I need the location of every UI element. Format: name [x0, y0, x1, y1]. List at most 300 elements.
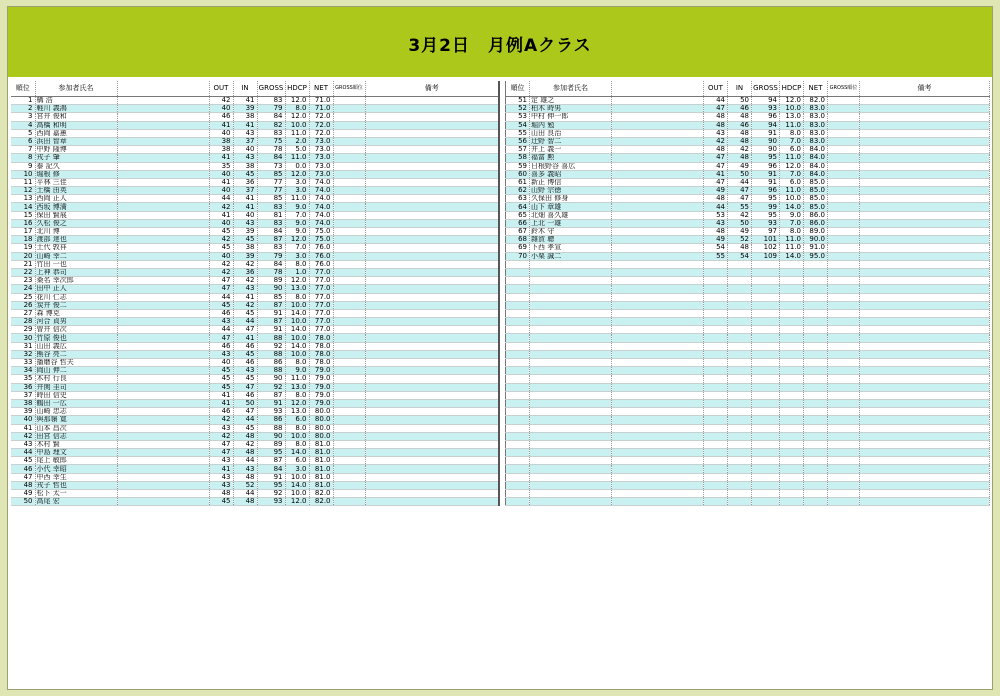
cell-remarks: [365, 162, 499, 170]
cell-blank: [612, 490, 704, 498]
header-name: 参加者氏名: [35, 81, 117, 97]
cell-in: 47: [233, 383, 257, 391]
cell-gross: [752, 367, 780, 375]
cell-blank: [117, 268, 209, 276]
cell-hdcp: 10.0: [285, 490, 309, 498]
cell-remarks: [365, 465, 499, 473]
cell-rank: 9: [11, 162, 35, 170]
cell-remarks: [860, 432, 990, 440]
cell-name: 保田 賢展: [35, 211, 117, 219]
cell-net: 71.0: [309, 105, 333, 113]
cell-name: 山本 昌次: [35, 424, 117, 432]
cell-rank: 48: [11, 481, 35, 489]
cell-rank: [506, 260, 530, 268]
cell-hdcp: [780, 498, 804, 506]
results-body-left: [11, 97, 499, 506]
cell-remarks: [860, 260, 990, 268]
cell-remarks: [365, 359, 499, 367]
cell-remarks: [365, 105, 499, 113]
cell-rank: 61: [506, 178, 530, 186]
cell-in: [728, 465, 752, 473]
cell-hdcp: 11.0: [780, 244, 804, 252]
table-row: [11, 301, 499, 309]
cell-rank: 6: [11, 137, 35, 145]
cell-out: [704, 408, 728, 416]
cell-net: 81.0: [309, 440, 333, 448]
cell-hdcp: 14.0: [285, 481, 309, 489]
cell-in: 54: [728, 252, 752, 260]
cell-net: 79.0: [309, 391, 333, 399]
cell-out: [704, 457, 728, 465]
cell-in: 48: [728, 137, 752, 145]
cell-in: 52: [233, 481, 257, 489]
table-row: [11, 383, 499, 391]
table-row: [506, 383, 990, 391]
cell-gross-rank: [828, 236, 860, 244]
table-row: [11, 326, 499, 334]
cell-rank: 32: [11, 350, 35, 358]
cell-gross-rank: [333, 137, 365, 145]
cell-blank: [117, 350, 209, 358]
cell-hdcp: 7.0: [285, 244, 309, 252]
sheet-frame: [7, 6, 993, 690]
cell-rank: [506, 498, 530, 506]
cell-in: 49: [728, 162, 752, 170]
cell-net: 81.0: [309, 465, 333, 473]
cell-remarks: [365, 391, 499, 399]
cell-hdcp: [780, 326, 804, 334]
cell-gross: 88: [257, 350, 285, 358]
cell-remarks: [860, 457, 990, 465]
cell-gross: 85: [257, 170, 285, 178]
cell-out: 40: [209, 105, 233, 113]
cell-hdcp: 3.0: [285, 187, 309, 195]
cell-rank: 25: [11, 293, 35, 301]
cell-blank: [612, 318, 704, 326]
cell-in: [728, 309, 752, 317]
cell-hdcp: 10.0: [285, 334, 309, 342]
cell-name: 桑名 幸次郎: [35, 277, 117, 285]
cell-out: 42: [209, 236, 233, 244]
cell-remarks: [860, 424, 990, 432]
cell-in: 45: [233, 375, 257, 383]
cell-remarks: [860, 162, 990, 170]
cell-rank: [506, 268, 530, 276]
cell-gross: 95: [752, 195, 780, 203]
cell-out: 41: [209, 121, 233, 129]
cell-out: 48: [704, 121, 728, 129]
cell-out: 42: [209, 432, 233, 440]
cell-gross: [752, 440, 780, 448]
cell-gross: [752, 326, 780, 334]
cell-name: [530, 473, 612, 481]
cell-gross-rank: [333, 154, 365, 162]
cell-gross: [752, 293, 780, 301]
table-row: [506, 244, 990, 252]
cell-hdcp: [780, 367, 804, 375]
cell-hdcp: [780, 277, 804, 285]
cell-out: 38: [209, 137, 233, 145]
cell-net: 78.0: [309, 350, 333, 358]
page-title: 3月2日 月例Aクラス: [408, 36, 592, 56]
cell-gross: 83: [257, 97, 285, 105]
cell-gross-rank: [333, 440, 365, 448]
cell-blank: [117, 309, 209, 317]
cell-in: [728, 260, 752, 268]
cell-gross-rank: [333, 375, 365, 383]
cell-gross: 89: [257, 440, 285, 448]
cell-blank: [117, 449, 209, 457]
cell-in: 41: [233, 121, 257, 129]
cell-net: [804, 367, 828, 375]
cell-remarks: [860, 334, 990, 342]
cell-hdcp: 13.0: [285, 408, 309, 416]
cell-name: [530, 465, 612, 473]
cell-net: [804, 342, 828, 350]
cell-rank: 70: [506, 252, 530, 260]
results-table-right: [505, 81, 990, 506]
cell-hdcp: [780, 285, 804, 293]
header-remarks: 備考: [365, 81, 499, 97]
cell-hdcp: 11.0: [780, 154, 804, 162]
cell-remarks: [860, 137, 990, 145]
cell-hdcp: [780, 416, 804, 424]
table-row: [11, 260, 499, 268]
cell-gross-rank: [828, 432, 860, 440]
cell-gross: 89: [257, 277, 285, 285]
cell-out: [704, 260, 728, 268]
cell-remarks: [365, 301, 499, 309]
cell-net: 76.0: [309, 252, 333, 260]
cell-blank: [117, 129, 209, 137]
cell-gross: 77: [257, 178, 285, 186]
cell-name: [530, 260, 612, 268]
cell-hdcp: [780, 318, 804, 326]
cell-gross: 90: [257, 375, 285, 383]
cell-gross: [752, 424, 780, 432]
cell-gross: [752, 473, 780, 481]
cell-out: 46: [209, 408, 233, 416]
table-row: [506, 293, 990, 301]
cell-out: 46: [209, 113, 233, 121]
cell-remarks: [860, 252, 990, 260]
cell-hdcp: 14.0: [285, 309, 309, 317]
table-row: [11, 219, 499, 227]
cell-in: [728, 432, 752, 440]
table-row: [506, 424, 990, 432]
cell-blank: [612, 105, 704, 113]
cell-out: 42: [209, 416, 233, 424]
table-row: [506, 121, 990, 129]
cell-in: 39: [233, 252, 257, 260]
table-row: [506, 211, 990, 219]
header-blank: [117, 81, 209, 97]
cell-in: [728, 498, 752, 506]
cell-gross-rank: [333, 187, 365, 195]
cell-gross-rank: [828, 416, 860, 424]
cell-out: 47: [209, 277, 233, 285]
cell-gross: 93: [257, 498, 285, 506]
cell-name: 岡山 伸二: [35, 367, 117, 375]
cell-net: 72.0: [309, 129, 333, 137]
cell-blank: [612, 277, 704, 285]
cell-blank: [612, 334, 704, 342]
cell-gross: 84: [257, 260, 285, 268]
cell-hdcp: 12.0: [285, 399, 309, 407]
cell-in: [728, 285, 752, 293]
cell-rank: 30: [11, 334, 35, 342]
cell-out: [704, 293, 728, 301]
cell-out: [704, 268, 728, 276]
cell-name: 小代 幸昭: [35, 465, 117, 473]
cell-rank: 59: [506, 162, 530, 170]
cell-rank: 12: [11, 187, 35, 195]
cell-out: 47: [209, 440, 233, 448]
cell-rank: [506, 490, 530, 498]
cell-gross: 87: [257, 318, 285, 326]
cell-name: [530, 375, 612, 383]
cell-rank: 41: [11, 424, 35, 432]
cell-net: 73.0: [309, 162, 333, 170]
cell-hdcp: 11.0: [285, 195, 309, 203]
cell-net: 83.0: [804, 113, 828, 121]
table-row: [11, 309, 499, 317]
header-gross-rank: GROSS順位: [828, 81, 860, 97]
cell-in: 39: [233, 228, 257, 236]
cell-hdcp: 14.0: [285, 342, 309, 350]
cell-out: [704, 391, 728, 399]
cell-gross-rank: [333, 293, 365, 301]
cell-hdcp: [780, 293, 804, 301]
cell-out: 43: [704, 219, 728, 227]
cell-blank: [117, 236, 209, 244]
cell-blank: [612, 440, 704, 448]
cell-gross: 95: [257, 449, 285, 457]
cell-gross: 78: [257, 146, 285, 154]
cell-out: [704, 432, 728, 440]
table-row: [11, 293, 499, 301]
cell-name: 新正 博信: [530, 178, 612, 186]
cell-gross-rank: [828, 219, 860, 227]
cell-name: 西岡 正人: [35, 195, 117, 203]
cell-gross-rank: [333, 252, 365, 260]
table-row: [506, 416, 990, 424]
cell-remarks: [365, 228, 499, 236]
cell-in: 46: [233, 342, 257, 350]
table-row: [11, 146, 499, 154]
cell-rank: 54: [506, 121, 530, 129]
cell-remarks: [860, 236, 990, 244]
cell-in: [728, 416, 752, 424]
cell-gross: 96: [752, 187, 780, 195]
cell-name: 西坂 博満: [35, 203, 117, 211]
cell-remarks: [365, 440, 499, 448]
table-row: [11, 268, 499, 276]
table-row: [11, 457, 499, 465]
cell-out: 53: [704, 211, 728, 219]
cell-blank: [612, 309, 704, 317]
cell-gross-rank: [333, 301, 365, 309]
cell-remarks: [365, 178, 499, 186]
cell-name: [530, 359, 612, 367]
cell-rank: 69: [506, 244, 530, 252]
cell-remarks: [365, 129, 499, 137]
cell-rank: 17: [11, 228, 35, 236]
table-row: [11, 481, 499, 489]
table-row: [11, 416, 499, 424]
cell-blank: [117, 178, 209, 186]
cell-in: 45: [233, 309, 257, 317]
cell-gross: 93: [752, 105, 780, 113]
cell-blank: [117, 293, 209, 301]
cell-name: 時田 信史: [35, 391, 117, 399]
cell-out: 43: [209, 318, 233, 326]
cell-name: 上北 一雄: [530, 219, 612, 227]
cell-net: 80.0: [309, 416, 333, 424]
cell-rank: 67: [506, 228, 530, 236]
cell-net: 83.0: [804, 121, 828, 129]
table-row: [506, 113, 990, 121]
cell-rank: 22: [11, 268, 35, 276]
cell-remarks: [860, 146, 990, 154]
cell-out: 47: [209, 449, 233, 457]
cell-hdcp: [780, 375, 804, 383]
cell-blank: [612, 219, 704, 227]
cell-gross: [752, 457, 780, 465]
cell-gross-rank: [333, 498, 365, 506]
cell-remarks: [365, 498, 499, 506]
cell-out: 41: [209, 465, 233, 473]
cell-name: [530, 367, 612, 375]
cell-hdcp: 11.0: [780, 187, 804, 195]
cell-remarks: [860, 211, 990, 219]
cell-net: 80.0: [309, 408, 333, 416]
cell-gross-rank: [333, 399, 365, 407]
cell-out: 47: [209, 285, 233, 293]
cell-net: 72.0: [309, 121, 333, 129]
cell-gross-rank: [828, 498, 860, 506]
cell-out: 47: [704, 105, 728, 113]
cell-gross: 91: [257, 473, 285, 481]
cell-name: 構 浩: [35, 97, 117, 105]
cell-remarks: [860, 121, 990, 129]
cell-rank: 42: [11, 432, 35, 440]
cell-rank: 44: [11, 449, 35, 457]
table-row: [506, 187, 990, 195]
cell-in: 49: [728, 228, 752, 236]
cell-in: [728, 326, 752, 334]
cell-gross: 86: [257, 359, 285, 367]
table-row: [506, 129, 990, 137]
cell-gross-rank: [828, 211, 860, 219]
cell-gross-rank: [333, 195, 365, 203]
cell-in: 48: [728, 154, 752, 162]
cell-net: 86.0: [804, 211, 828, 219]
cell-hdcp: 10.0: [285, 121, 309, 129]
cell-out: 40: [209, 359, 233, 367]
cell-remarks: [860, 490, 990, 498]
cell-hdcp: 10.0: [285, 473, 309, 481]
cell-name: 浜田 智章: [35, 137, 117, 145]
table-row: [506, 440, 990, 448]
cell-in: 45: [233, 350, 257, 358]
cell-rank: 4: [11, 121, 35, 129]
cell-blank: [612, 424, 704, 432]
cell-remarks: [860, 187, 990, 195]
cell-in: 40: [233, 146, 257, 154]
table-row: [506, 457, 990, 465]
cell-gross-rank: [828, 440, 860, 448]
cell-rank: [506, 334, 530, 342]
cell-hdcp: 8.0: [285, 440, 309, 448]
cell-gross: 83: [257, 244, 285, 252]
cell-net: 78.0: [309, 342, 333, 350]
table-row: [506, 260, 990, 268]
cell-rank: 50: [11, 498, 35, 506]
cell-net: 78.0: [309, 334, 333, 342]
cell-remarks: [365, 473, 499, 481]
cell-name: 井関 圭司: [35, 383, 117, 391]
cell-gross-rank: [333, 162, 365, 170]
cell-hdcp: 3.0: [285, 465, 309, 473]
cell-blank: [117, 195, 209, 203]
cell-out: 54: [704, 244, 728, 252]
cell-hdcp: 10.0: [285, 301, 309, 309]
cell-name: 熊谷 亮二: [35, 350, 117, 358]
cell-gross: [752, 481, 780, 489]
cell-net: [804, 326, 828, 334]
cell-net: 74.0: [309, 219, 333, 227]
cell-in: 48: [728, 113, 752, 121]
cell-blank: [612, 350, 704, 358]
cell-hdcp: [780, 383, 804, 391]
cell-blank: [117, 399, 209, 407]
cell-remarks: [860, 293, 990, 301]
cell-gross-rank: [333, 473, 365, 481]
cell-blank: [612, 359, 704, 367]
cell-out: 43: [704, 129, 728, 137]
cell-blank: [117, 137, 209, 145]
cell-gross-rank: [828, 105, 860, 113]
cell-blank: [117, 342, 209, 350]
cell-blank: [612, 211, 704, 219]
cell-gross-rank: [828, 113, 860, 121]
cell-remarks: [365, 137, 499, 145]
cell-gross: [752, 268, 780, 276]
cell-blank: [612, 408, 704, 416]
cell-blank: [612, 236, 704, 244]
cell-remarks: [860, 203, 990, 211]
cell-hdcp: 7.0: [780, 137, 804, 145]
cell-name: 與那嶺 寛: [35, 416, 117, 424]
table-row: [11, 359, 499, 367]
cell-out: 42: [209, 203, 233, 211]
cell-name: 花川 仁志: [35, 293, 117, 301]
cell-net: 74.0: [309, 187, 333, 195]
cell-remarks: [860, 105, 990, 113]
cell-remarks: [365, 211, 499, 219]
cell-hdcp: 9.0: [285, 228, 309, 236]
cell-net: [804, 391, 828, 399]
cell-gross: 91: [257, 326, 285, 334]
cell-remarks: [365, 326, 499, 334]
cell-rank: 23: [11, 277, 35, 285]
cell-net: 90.0: [804, 236, 828, 244]
cell-rank: 20: [11, 252, 35, 260]
cell-in: [728, 293, 752, 301]
header-in: IN: [233, 81, 257, 97]
cell-gross-rank: [828, 342, 860, 350]
